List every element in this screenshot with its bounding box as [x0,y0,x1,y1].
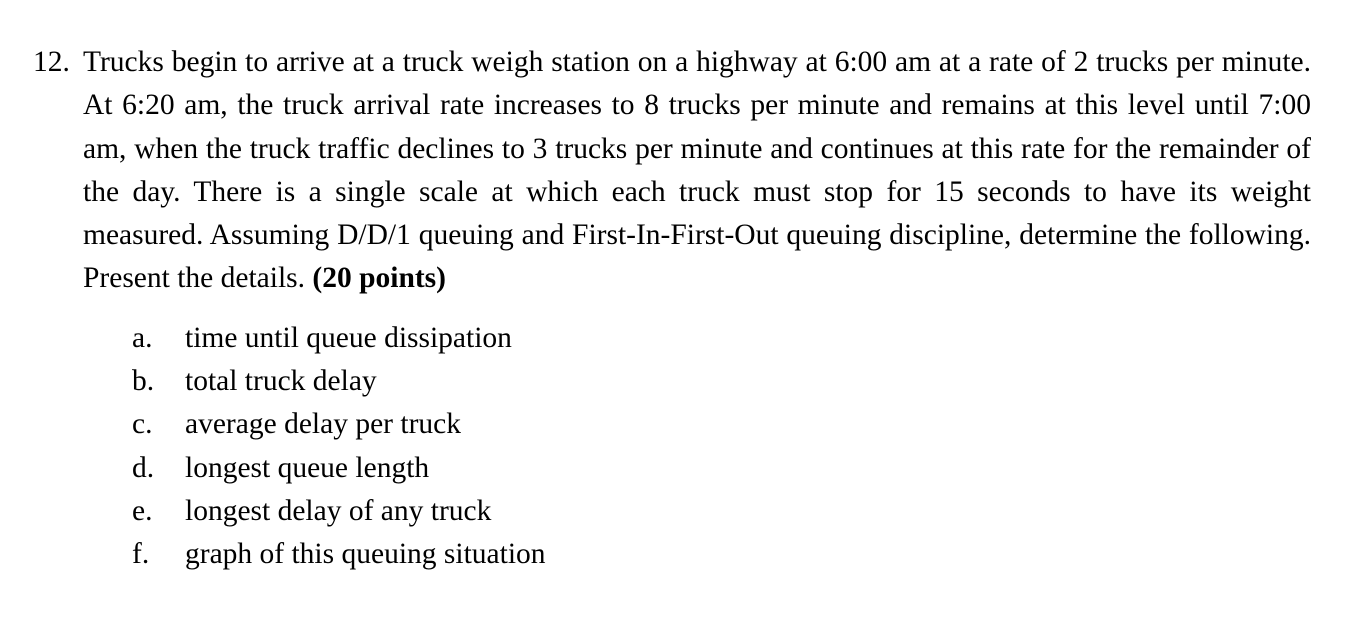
question-points: (20 points) [312,262,446,295]
sub-question-letter: b. [132,365,155,398]
sub-question-text: longest queue length [185,451,430,484]
sub-question-list [33,317,1311,577]
sub-question-text: time until queue dissipation [185,321,512,354]
sub-question-e [132,490,1311,533]
sub-question-letter: c. [132,408,153,441]
sub-question-text: average delay per truck [185,408,461,441]
sub-question-c [132,403,1311,446]
sub-question-letter: f. [132,538,150,571]
sub-question-b [132,360,1311,403]
sub-question-text: longest delay of any truck [185,494,492,527]
question-statement [83,41,1311,301]
question-number: 12. [33,46,70,78]
sub-question-a [132,317,1311,360]
sub-question-f [132,533,1311,576]
question-header [33,41,1311,301]
question-body: Trucks begin to arrive at a truck weigh station on a highway at 6:00 am at a rate of 2 trucks per minute. At 6:20 am, the truck arrival rate increases to 8 trucks per minute and remains at this level until 7:00 am, when the truck traffic declines to 3 trucks per minute and continues at this rate for the remainder of the day. There is a single scale at which each truck must stop for 15 seconds to have its weight measured. Assuming D/D/1 queuing and First-In-First-Out queuing discipline, determine the following. Present the details. [83,46,1311,295]
sub-question-letter: a. [132,321,153,354]
sub-question-letter: e. [132,494,153,527]
question-12 [33,41,1311,577]
sub-question-letter: d. [132,451,155,484]
sub-question-d [132,447,1311,490]
sub-question-text: total truck delay [185,365,377,398]
sub-question-text: graph of this queuing situation [185,538,546,571]
